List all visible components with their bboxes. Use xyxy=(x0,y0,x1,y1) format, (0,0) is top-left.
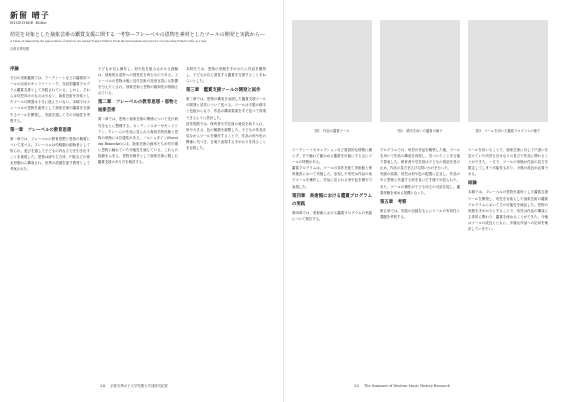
right-page-column-1 xyxy=(292,147,372,222)
figure-1-caption: 図1 作品の鑑賞ツール xyxy=(314,129,350,133)
body-paragraph: 鑑賞プログラムは、ツールの試作を経て美術館と保育施設において実施した。参加した幼児は作品の前でツールを操作し、作品に見られる形や色を積木で表現した。 xyxy=(292,166,372,189)
body-paragraph: ワークシートやキャプションなど視覚的な情報に頼らず、手で触れて確かめる鑑賞を可能にする点にツールの特徴がある。 xyxy=(292,148,372,165)
left-page-footer xyxy=(100,383,168,388)
right-page-column-2 xyxy=(380,147,460,220)
page-number: 25 xyxy=(354,383,360,388)
section-heading: 第一章 フレーベルの教育思想 xyxy=(10,127,72,133)
section-heading: 第二章 フレーベルの教育思想・恩物と抽象芸術 xyxy=(98,100,178,114)
section-heading: 第五章 考察 xyxy=(380,199,407,205)
figure-2-caption: 図2 積木を用いた鑑賞の様子 xyxy=(397,129,443,133)
author-name: 新留 晴子 xyxy=(10,10,50,20)
journal-name: The Seminars of Western Music History Research xyxy=(364,384,450,388)
left-page-column-1 xyxy=(10,66,90,172)
body-paragraph: ツールを用いることで、抽象芸術に対して戸惑いを見せていた幼児も自分なりの見方で作品に関わることができた。一方で、ツールの形態が作品の見方を限定してしまう可能性もあり、今後の改良が必要である。 xyxy=(468,148,548,177)
body-paragraph: 今日の美術鑑賞では、ワークシートなどの鑑賞用ツールの活用がギャラリートーク、対話型鑑賞プログラム鑑賞支援として実践されている。しかし、それらは幼児向けのものは少なく、抽象芸術を対象としたツールの開発は十分に進んでいない。本稿ではフレーベルの恩物を素材として抽象芸術の鑑賞を支援するツールを開発し、実践を通してその可能性を考察する。 xyxy=(10,76,90,123)
figure-3-image xyxy=(468,20,548,122)
section-heading: 結論 xyxy=(468,181,477,187)
figure-3-caption: 図3 ツールを用いた鑑賞プログラムの様子 xyxy=(475,129,541,133)
page-number: 24 xyxy=(100,383,106,388)
body-paragraph: プログラムでは、幼児が作品を観察した後、ツールを用いて作品の構成を再現し、気づいたことを言葉で発表した。保育者や学芸員は子どもの発話を受け止め、作品の見方を広げる問いかけを行った。 xyxy=(380,148,460,171)
body-paragraph: 実践の結果、幼児は形や色の配置に注目し、作品の中に恩物と共通する形を見いだす様子が見られた。また、ツールの操作が子ども同士の対話を促し、鑑賞体験を深める契機となった。 xyxy=(380,172,460,195)
figure-1-image xyxy=(292,20,372,122)
body-paragraph: 第一章では、フレーベルの教育思想と恩物の概要について述べる。フレーベルは幼稚園の創始者として知られ、遊びを通して子どもの内なる力を引き出すことを重視した。恩物は球や立方体、円柱などの基本形態から構成され、世界の認識を促す教材として考案された。 xyxy=(10,136,90,172)
section-heading: 第三章 鑑賞支援ツールの開発と試作 xyxy=(186,88,261,94)
section-heading: 第四章 美術館における鑑賞プログラムの実践 xyxy=(292,193,372,207)
body-paragraph: 子どもが自ら操作し、形や色を組み合わせる経験は、抽象的な造形への感受性を育むものである。フレーベルの恩物は後に近代芸術の造形言語にも影響を与えたとされ、抽象芸術と恩物の親和性が指摘されている。 xyxy=(98,67,178,96)
body-paragraph: 第三章では、恩物の構成を参照した鑑賞支援ツールの開発と試作について述べる。ツールは木製の積木と色板からなり、作品の構成要素を手で並べて再現できるように設計した。 xyxy=(186,97,266,120)
section-heading: 序論 xyxy=(10,67,19,72)
left-page xyxy=(0,0,283,402)
author-affiliation: 京都光華短期 xyxy=(10,47,30,51)
right-page-footer xyxy=(354,383,450,388)
journal-name: 京都光華女子大学短期大学部研究紀要 xyxy=(110,384,168,388)
article-title-english: A Study on Supporting the Appreciation of Abstract Art among Young Children: From the development and practice of tools using Fröbel's Gifts as a base xyxy=(10,39,207,43)
article-title-japanese: 幼児を対象とした抽象芸術の鑑賞支援に関する一考察―フレーベルの恩物を素材としたツールの開発と実践から― xyxy=(10,32,265,38)
body-paragraph: 第五章では、実践の記録をもとにツールの有効性と課題を考察する。 xyxy=(380,208,460,219)
right-page xyxy=(284,0,567,402)
body-paragraph: 本稿では、フレーベルの恩物を素材とした鑑賞支援ツールを開発し、幼児を対象とした抽象芸術の鑑賞プログラムにおいてその可能性を検証した。恩物の形態を手がかりとすることで、幼児は作品の構成に主体的に関わり、鑑賞を深めることができた。今後はツールの改良とともに、多様な作品への応用を検討していきたい。 xyxy=(468,190,548,232)
right-page-column-3 xyxy=(468,147,548,232)
figure-2-image xyxy=(380,20,460,122)
body-paragraph: 試作段階では、保育者や学芸員の意見を取り入れ、形や大きさ、色の種類を調整した。子どもが作品を見ながらツールを操作することで、作品の形や色の関係に気づき、言葉で表現する手がかりを得ることを目指した。 xyxy=(186,121,266,151)
body-paragraph: 第四章では、美術館における鑑賞プログラムの実践について報告する。 xyxy=(292,210,372,221)
body-paragraph: 第二章では、恩物と抽象芸術の関係について先行研究をもとに整理する。カンディンスキーやモンドリアン、クレーらの作品に見られる幾何学的形態と恩物の形態には共通性がある。ノルシュタイン(Norstein Reinecke)らは、抽象芸術の画家たちが幼少期に恩物に触れていた可能性を論じている。これらの指摘をふまえ、恩物を媒介として抽象芸術に親しむ鑑賞支援のあり方を検討する。 xyxy=(98,117,178,165)
left-page-column-3 xyxy=(186,66,266,151)
author-romaji: NIIDOME Hiko xyxy=(10,20,48,25)
left-page-column-2 xyxy=(98,66,178,165)
body-paragraph: 本研究では、恩物の形態を手がかりに作品を観察し、子どもが自ら発見する鑑賞を支援することをねらいとした。 xyxy=(186,67,266,84)
